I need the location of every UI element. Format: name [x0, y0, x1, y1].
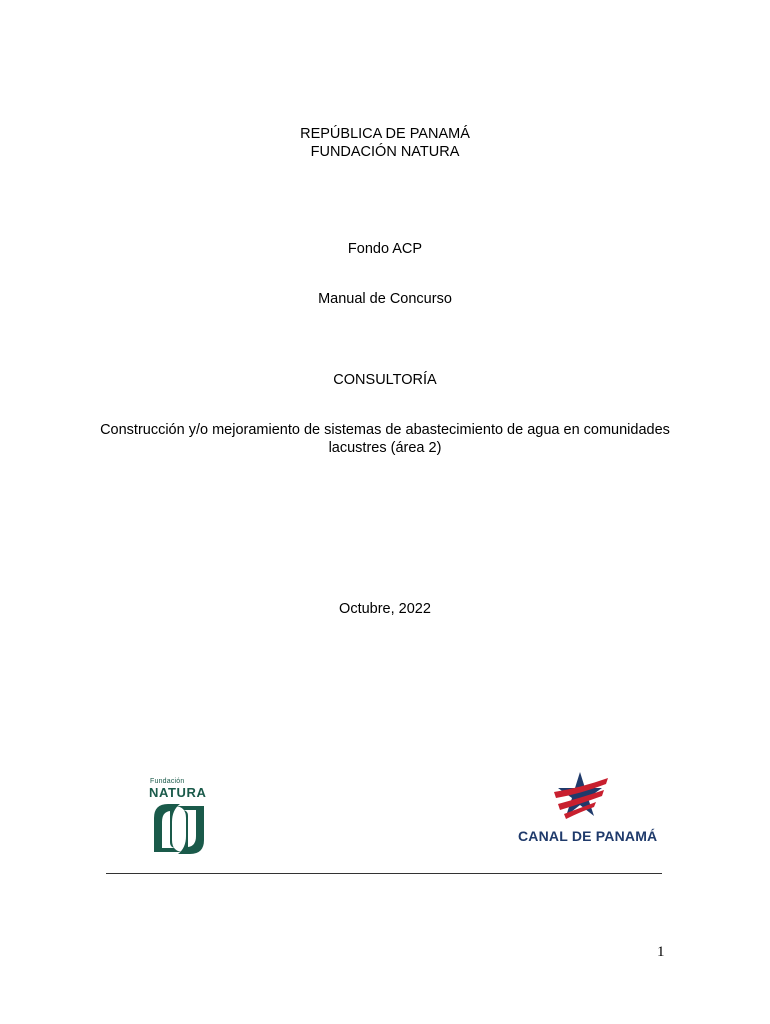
leaf-icon [150, 800, 208, 858]
document-date: Octubre, 2022 [339, 601, 431, 617]
description-line-1: Construcción y/o mejoramiento de sistemas de abastecimiento de agua en comunidades [100, 422, 670, 438]
canal-de-panama-logo [512, 770, 658, 850]
fund-name: Fondo ACP [347, 241, 423, 257]
document-title: Manual de Concurso [318, 291, 452, 307]
canal-logo-text: CANAL DE PANAMÁ [518, 828, 658, 844]
description-line-2: lacustres (área 2) [328, 440, 442, 456]
page-number: 1 [657, 944, 665, 960]
logo-natura-small-text: Fundación [150, 778, 185, 785]
footer-rule [106, 873, 662, 874]
fundacion-natura-logo [148, 778, 212, 860]
category-heading: CONSULTORÍA [333, 372, 437, 388]
logo-natura-big-text: NATURA [149, 785, 207, 800]
header-line-1: REPÚBLICA DE PANAMÁ [300, 126, 470, 142]
header-line-2: FUNDACIÓN NATURA [310, 144, 460, 160]
star-icon [550, 770, 610, 826]
